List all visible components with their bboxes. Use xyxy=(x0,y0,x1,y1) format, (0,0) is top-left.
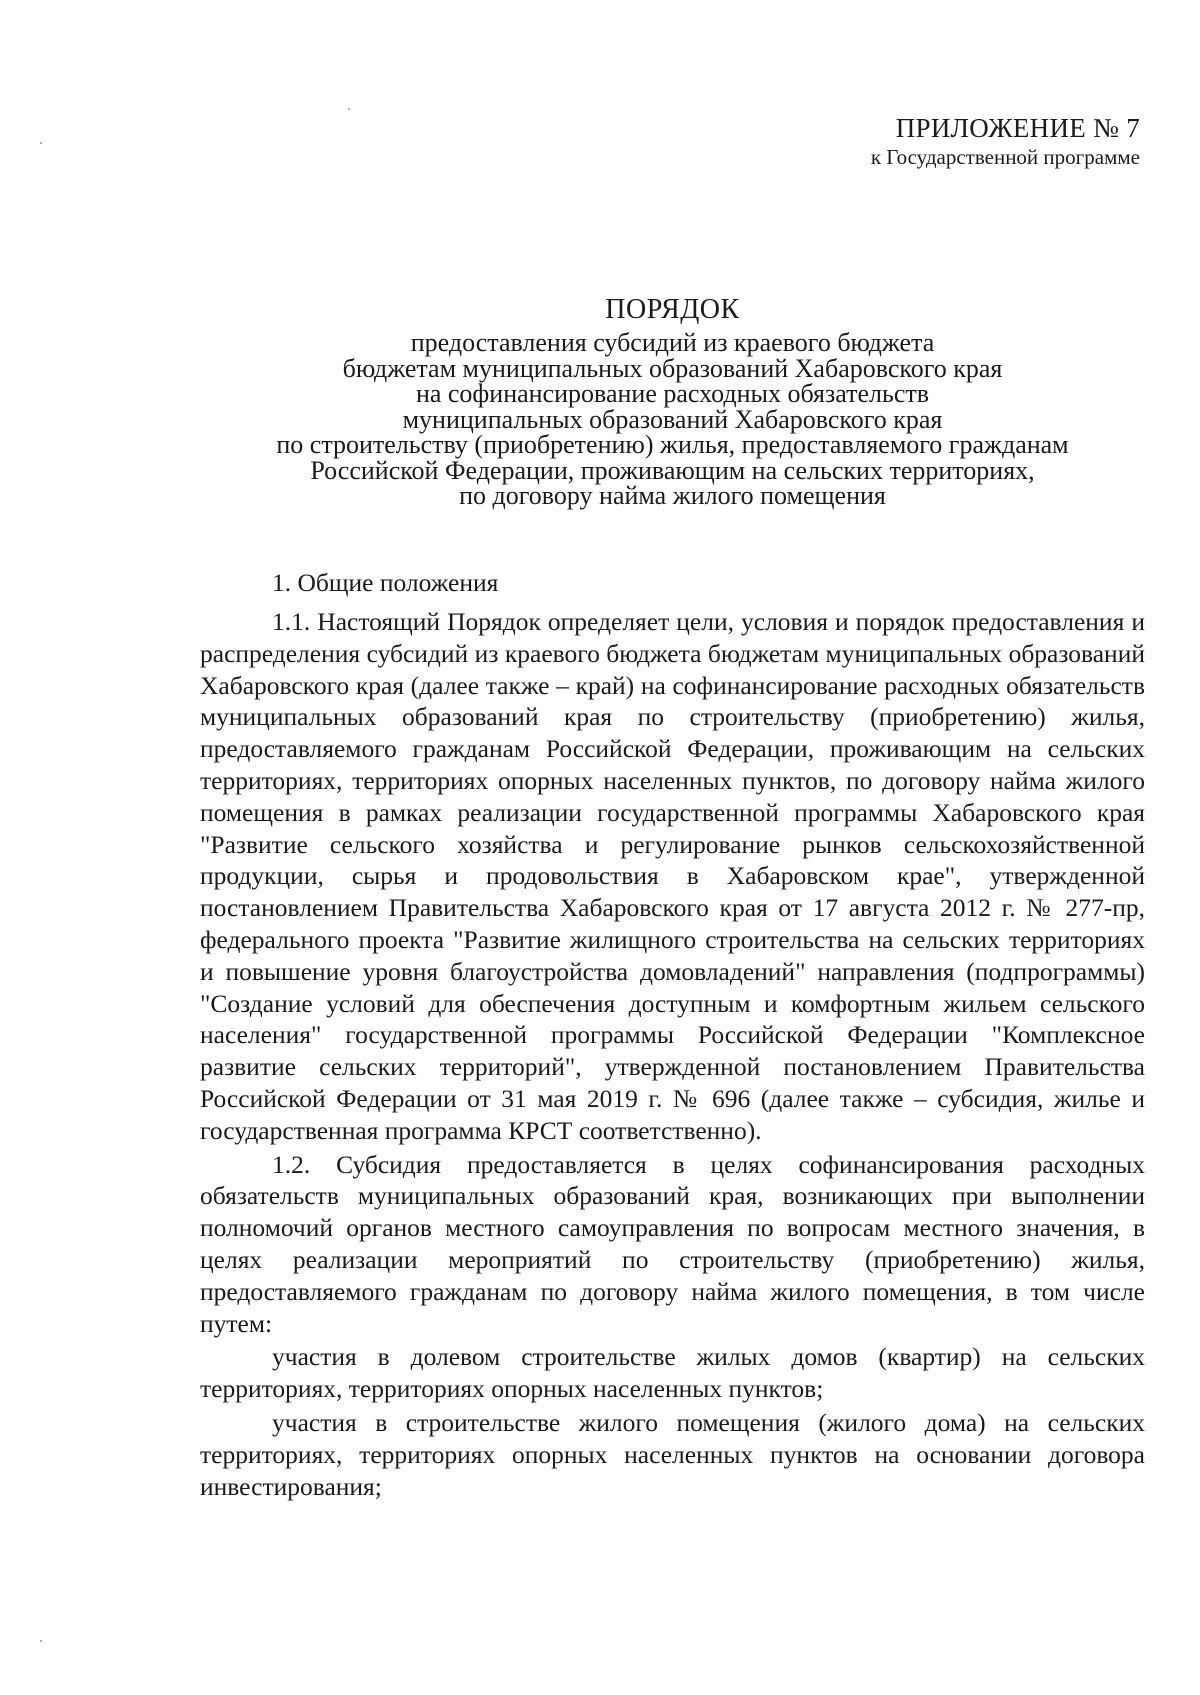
document-subtitle-line: муниципальных образований Хабаровского края xyxy=(402,404,943,434)
document-title: ПОРЯДОК xyxy=(605,294,740,325)
section-heading: 1. Общие положения xyxy=(272,568,499,597)
paragraph-list-item: участия в долевом строительстве жилых домов (квартир) на сельских территориях, территориях опорных населенных пунктов; xyxy=(200,1342,1145,1404)
scan-speck xyxy=(40,142,42,144)
document-subtitle-line: по договору найма жилого помещения xyxy=(459,481,886,510)
appendix-header xyxy=(871,112,1140,170)
document-subtitle-line: бюджетам муниципальных образований Хабаровского края xyxy=(342,353,1003,383)
scan-speck xyxy=(348,108,350,110)
document-subtitle-line: предоставления субсидий из краевого бюджета xyxy=(410,328,935,357)
appendix-title: ПРИЛОЖЕНИЕ № 7 xyxy=(895,113,1140,143)
document-body xyxy=(200,566,1145,1502)
document-subtitle-line: Российской Федерации, проживающим на сельских территориях, xyxy=(310,455,1035,485)
paragraph-list-item: участия в строительстве жилого помещения (жилого дома) на сельских территориях, территориях опорных населенных пунктов на основании договора инвестирования; xyxy=(200,1407,1145,1501)
paragraph-1-1: 1.1. Настоящий Порядок определяет цели, условия и порядок предоставления и распределения субсидий из краевого бюджета бюджетам муниципальных образований Хабаровского края (далее также – край) на софинансирование расходных обязательств муниципальных образований края по строительству (приобретению) жилья, предоставляемого гражданам Российской Федерации, проживающим на сельских территориях, территориях опорных населенных пунктов, по договору найма жилого помещения в рамках реализации государственной программы Хабаровского края "Развитие сельского хозяйства и регулирование рынков сельскохозяйственной продукции, сырья и продовольствия в Хабаровском крае", утвержденной постановлением Правительства Хабаровского края от 17 августа 2012 г. № 277-пр, федерального проекта "Развитие жилищного строительства на сельских территориях и повышение уровня благоустройства домовладений" направления (подпрограммы) "Создание условий для обеспечения доступным и комфортным жильем сельского населения" государственной программы Российской Федерации "Комплексное развитие сельских территорий", утвержденной постановлением Правительства Российской Федерации от 31 мая 2019 г. № 696 (далее также – субсидия, жилье и государственная программа КРСТ соответственно). xyxy=(200,607,1145,1145)
document-subtitle-line: по строительству (приобретению) жилья, предоставляемого гражданам xyxy=(276,430,1069,459)
scan-speck xyxy=(40,1640,42,1642)
appendix-subtitle: к Государственной программе xyxy=(870,145,1140,169)
document-subtitle-line: на софинансирование расходных обязательств xyxy=(415,379,930,408)
paragraph-1-2: 1.2. Субсидия предоставляется в целях софинансирования расходных обязательств муниципальных образований края, возникающих при выполнении полномочий органов местного самоуправления по вопросам местного значения, в целях реализации мероприятий по строительству (приобретению) жилья, предоставляемого гражданам по договору найма жилого помещения, в том числе путем: xyxy=(200,1149,1145,1338)
document-heading xyxy=(200,292,1145,509)
